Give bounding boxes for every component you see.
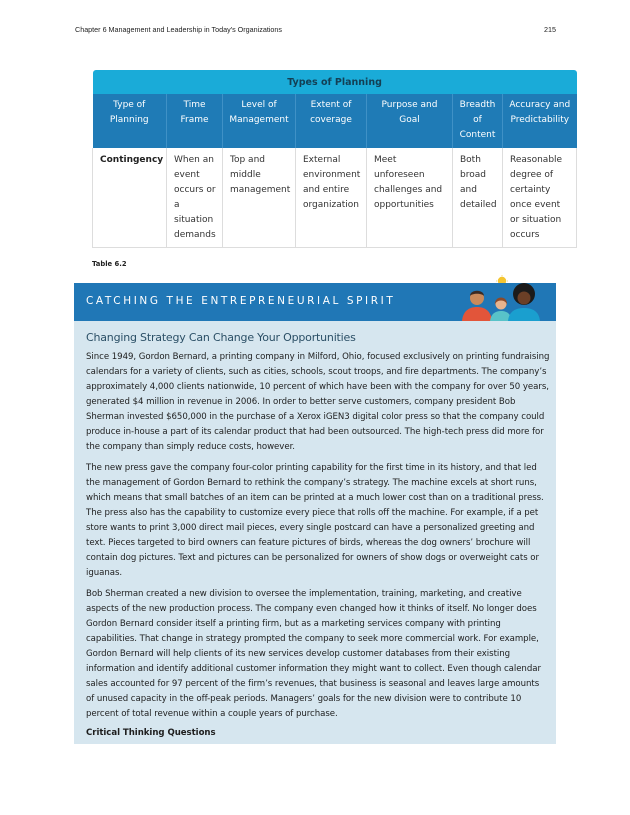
column-header: Accuracy and Predictability [503, 94, 577, 148]
column-header: Purpose and Goal [367, 94, 453, 148]
table-cell: Meet unforeseen challenges and opportunities [367, 148, 453, 248]
table-caption: Table 6.2 [92, 260, 127, 268]
feature-banner [74, 283, 556, 321]
column-header: Type of Planning [93, 94, 167, 148]
column-header: Extent of coverage [296, 94, 367, 148]
table-cell: Both broad and detailed [453, 148, 503, 248]
feature-paragraph: Bob Sherman created a new division to oversee the implementation, training, marketing, and creative aspects of the new production process. The company even changed how it thinks of itself. No longer does Gordon Bernard consider itself a printing firm, but as a marketing services company with printing capabilities. That change in strategy prompted the company to seek more commercial work. For example, Gordon Bernard will help clients of its new services develop customer databases from their existing information and identify additional customer information they might want to collect. Even though calendar sales accounted for 97 percent of the firm’s revenues, that business is seasonal and leaves large amounts of unused capacity in the off-peak periods. Managers’ goals for the new division were to contribute 10 percent of total revenue within a couple years of purchase. [86, 589, 541, 719]
entrepreneurs-illustration-icon [460, 277, 544, 321]
table-cell: Top and middle management [223, 148, 296, 248]
feature-banner-title: CATCHING THE ENTREPRENEURIAL SPIRIT [86, 295, 396, 307]
column-header: Time Frame [167, 94, 223, 148]
table-cell: Reasonable degree of certainty once event or situation occurs [503, 148, 577, 248]
feature-subtitle: Changing Strategy Can Change Your Opportunities [86, 331, 356, 344]
column-header: Breadth of Content [453, 94, 503, 148]
table-cell: External environment and entire organization [296, 148, 367, 248]
feature-body [86, 350, 550, 747]
critical-thinking-heading: Critical Thinking Questions [86, 728, 216, 738]
running-header [75, 25, 556, 37]
types-of-planning-table [92, 70, 577, 248]
table-title: Types of Planning [93, 70, 577, 94]
table-header-row [93, 94, 577, 148]
page-number: 215 [544, 25, 556, 34]
table-cell: Contingency [93, 148, 167, 248]
chapter-title: Chapter 6 Management and Leadership in Today's Organizations [75, 25, 283, 34]
column-header: Level of Management [223, 94, 296, 148]
feature-paragraph: The new press gave the company four-color printing capability for the first time in its history, and that led the management of Gordon Bernard to rethink the company’s strategy. The machine excels at short runs, which means that small batches of an item can be printed at a much lower cost than on a traditional press. The press also has the capability to customize every piece that rolls off the machine. For example, if a pet store wants to print 3,000 direct mail pieces, every single postcard can have a personalized greeting and text. Pieces targeted to bird owners can feature pictures of birds, whereas the dog owners’ brochure will contain dog pictures. Text and pictures can be personalized for owners of show dogs or overweight cats or iguanas. [86, 463, 544, 578]
table-row [93, 148, 577, 248]
entrepreneurial-feature-box [74, 283, 556, 744]
feature-paragraph: Since 1949, Gordon Bernard, a printing company in Milford, Ohio, focused exclusively on printing fundraising calendars for a variety of clients, such as cities, schools, scout troops, and fire departments. The company’s approximately 4,000 clients nationwide, 10 percent of which have been with the company for over 50 years, generated $4 million in revenue in 2006. In order to better serve customers, company president Bob Sherman invested $650,000 in the purchase of a Xerox iGEN3 digital color press so that the company could produce in-house a part of its calendar product that had been outsourced. The high-tech press did more for the company than simply reduce costs, however. [86, 352, 550, 452]
table-cell: When an event occurs or a situation demands [167, 148, 223, 248]
